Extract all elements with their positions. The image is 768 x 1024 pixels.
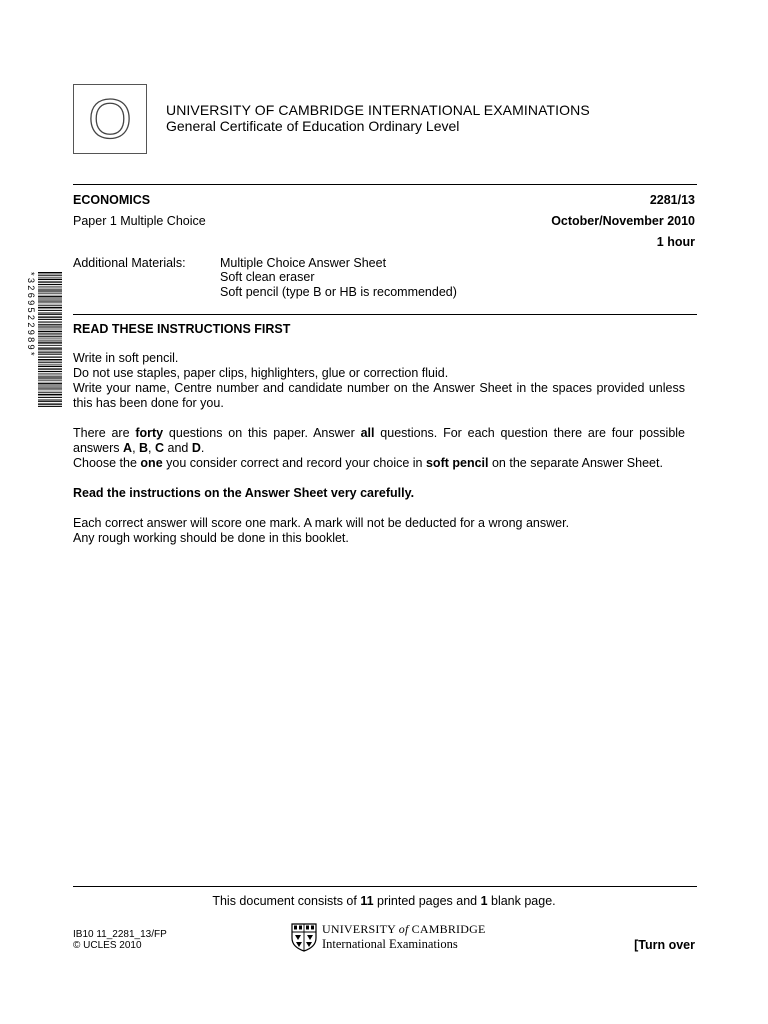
university-title: UNIVERSITY OF CAMBRIDGE INTERNATIONAL EXAMINATIONS (166, 102, 590, 118)
instruction-line: Write your name, Centre number and candidate number on the Answer Sheet in the spaces provided unless this has been done for you. (73, 381, 685, 410)
answer-sheet-note: Read the instructions on the Answer Sheet very carefully. (73, 486, 415, 500)
divider-instructions (73, 314, 697, 315)
material-item: Soft pencil (type B or HB is recommended) (220, 285, 457, 299)
level-letter: O (88, 87, 132, 150)
divider-top (73, 184, 697, 185)
document-reference: IB10 11_2281_13/FP (73, 929, 167, 940)
barcode-digits: *3269522989* (26, 272, 36, 358)
cambridge-crest-icon (290, 922, 318, 952)
certificate-title: General Certificate of Education Ordinary Level (166, 118, 460, 134)
instruction-line: Choose the one you consider correct and record your choice in soft pencil on the separate Answer Sheet. (73, 456, 663, 470)
instructions-paragraph-5 (73, 516, 685, 546)
instructions-paragraph-2 (73, 426, 685, 471)
instructions-paragraph-1 (73, 351, 685, 411)
copyright: © UCLES 2010 (73, 940, 142, 951)
paper-name: Paper 1 Multiple Choice (73, 214, 206, 228)
exam-duration: 1 hour (656, 235, 695, 249)
materials-label: Additional Materials: (73, 256, 186, 270)
exam-session: October/November 2010 (551, 214, 695, 228)
divider-footer (73, 886, 697, 887)
instruction-line: Write in soft pencil. (73, 351, 179, 365)
material-item: Soft clean eraser (220, 270, 315, 284)
page-count-note: This document consists of 11 printed pages and 1 blank page. (212, 894, 556, 908)
instruction-line: Any rough working should be done in this booklet. (73, 531, 349, 545)
material-item: Multiple Choice Answer Sheet (220, 256, 387, 270)
subject: ECONOMICS (73, 193, 151, 207)
cie-name: UNIVERSITY of CAMBRIDGE (322, 922, 486, 936)
cie-subtitle: International Examinations (322, 937, 458, 951)
ordinary-level-logo (73, 84, 147, 154)
paper-code: 2281/13 (649, 193, 695, 207)
candidate-barcode (24, 270, 64, 410)
instructions-heading: READ THESE INSTRUCTIONS FIRST (73, 322, 291, 336)
instruction-line: Do not use staples, paper clips, highlighters, glue or correction fluid. (73, 366, 449, 380)
instruction-line: Each correct answer will score one mark. A mark will not be deducted for a wrong answer. (73, 516, 570, 530)
instruction-line: There are forty questions on this paper. Answer all questions. For each question there are four possible answers A, B, C and D. (73, 426, 685, 455)
turn-over-label: [Turn over (634, 938, 695, 952)
